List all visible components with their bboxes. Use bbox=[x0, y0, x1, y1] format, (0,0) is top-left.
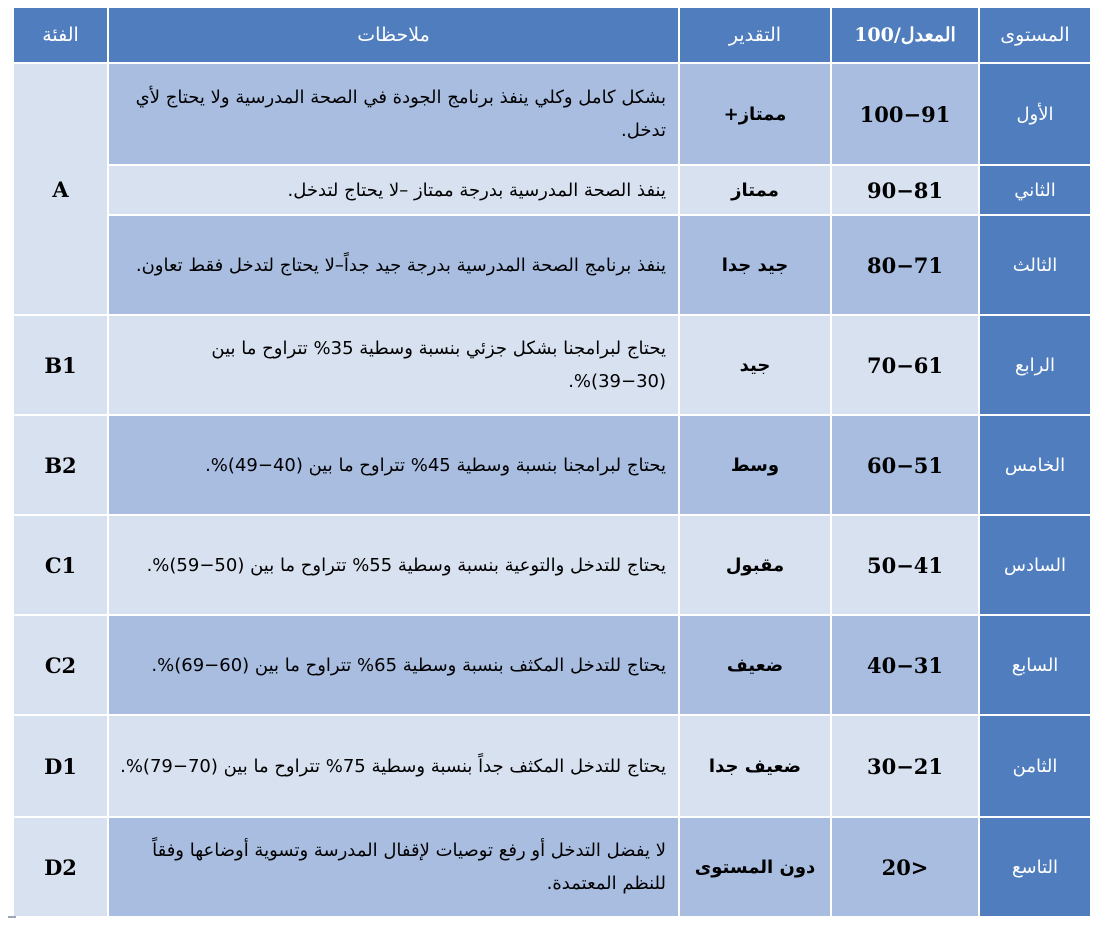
category-cell: C1 bbox=[13, 515, 108, 615]
rate-cell: 70−61 bbox=[831, 315, 979, 415]
level-cell: الثالث bbox=[979, 215, 1091, 315]
grade-cell: جيد bbox=[679, 315, 831, 415]
level-cell: الرابع bbox=[979, 315, 1091, 415]
grade-cell: مقبول bbox=[679, 515, 831, 615]
rate-cell: 80−71 bbox=[831, 215, 979, 315]
category-cell: C2 bbox=[13, 615, 108, 715]
level-cell: السادس bbox=[979, 515, 1091, 615]
category-cell-a: A bbox=[13, 63, 108, 315]
rate-cell: 50−41 bbox=[831, 515, 979, 615]
level-cell: الثامن bbox=[979, 715, 1091, 817]
level-cell: الخامس bbox=[979, 415, 1091, 515]
grade-cell: جيد جدا bbox=[679, 215, 831, 315]
table-row bbox=[13, 165, 1091, 215]
grade-cell: ممتاز bbox=[679, 165, 831, 215]
rate-cell: 40−31 bbox=[831, 615, 979, 715]
notes-cell: يحتاج للتدخل والتوعية بنسبة وسطية 55% تتراوح ما بين (50−59)%. bbox=[108, 515, 679, 615]
grade-cell: ضعيف bbox=[679, 615, 831, 715]
category-cell: B1 bbox=[13, 315, 108, 415]
rate-cell: 90−81 bbox=[831, 165, 979, 215]
notes-cell: يحتاج لبرامجنا بشكل جزئي بنسبة وسطية 35% تتراوح ما بين (30−39)%. bbox=[108, 315, 679, 415]
rate-cell: 20> bbox=[831, 817, 979, 917]
table-row bbox=[13, 715, 1091, 817]
table-row bbox=[13, 63, 1091, 165]
category-cell: B2 bbox=[13, 415, 108, 515]
header-level: المستوى bbox=[979, 7, 1091, 63]
notes-cell: يحتاج للتدخل المكثف جداً بنسبة وسطية 75% تتراوح ما بين (70−79)%. bbox=[108, 715, 679, 817]
header-notes: ملاحظات bbox=[108, 7, 679, 63]
table-row bbox=[13, 515, 1091, 615]
notes-cell: ينفذ الصحة المدرسية بدرجة ممتاز –لا يحتاج لتدخل. bbox=[108, 165, 679, 215]
header-grade: التقدير bbox=[679, 7, 831, 63]
category-cell: D2 bbox=[13, 817, 108, 917]
notes-cell: بشكل كامل وكلي ينفذ برنامج الجودة في الصحة المدرسية ولا يحتاج لأي تدخل. bbox=[108, 63, 679, 165]
table-row bbox=[13, 415, 1091, 515]
grade-cell: ممتاز+ bbox=[679, 63, 831, 165]
notes-cell: يحتاج لبرامجنا بنسبة وسطية 45% تتراوح ما بين (40−49)%. bbox=[108, 415, 679, 515]
header-row bbox=[13, 7, 1091, 63]
rate-cell: 60−51 bbox=[831, 415, 979, 515]
category-cell: D1 bbox=[13, 715, 108, 817]
header-rate: المعدل/100 bbox=[831, 7, 979, 63]
level-cell: الثاني bbox=[979, 165, 1091, 215]
level-cell: الأول bbox=[979, 63, 1091, 165]
notes-cell: لا يفضل التدخل أو رفع توصيات لإقفال المدرسة وتسوية أوضاعها وفقاً للنظم المعتمدة. bbox=[108, 817, 679, 917]
grade-cell: وسط bbox=[679, 415, 831, 515]
table-row bbox=[13, 215, 1091, 315]
grade-cell: ضعيف جدا bbox=[679, 715, 831, 817]
notes-cell: ينفذ برنامج الصحة المدرسية بدرجة جيد جداً–لا يحتاج لتدخل فقط تعاون. bbox=[108, 215, 679, 315]
table-row bbox=[13, 315, 1091, 415]
grade-cell: دون المستوى bbox=[679, 817, 831, 917]
rate-cell: 30−21 bbox=[831, 715, 979, 817]
header-category: الفئة bbox=[13, 7, 108, 63]
table-row bbox=[13, 615, 1091, 715]
table-corner-marker bbox=[8, 916, 16, 918]
notes-cell: يحتاج للتدخل المكثف بنسبة وسطية 65% تتراوح ما بين (60−69)%. bbox=[108, 615, 679, 715]
levels-table bbox=[12, 6, 1092, 918]
level-cell: التاسع bbox=[979, 817, 1091, 917]
table-row bbox=[13, 817, 1091, 917]
rate-cell: 100−91 bbox=[831, 63, 979, 165]
level-cell: السابع bbox=[979, 615, 1091, 715]
